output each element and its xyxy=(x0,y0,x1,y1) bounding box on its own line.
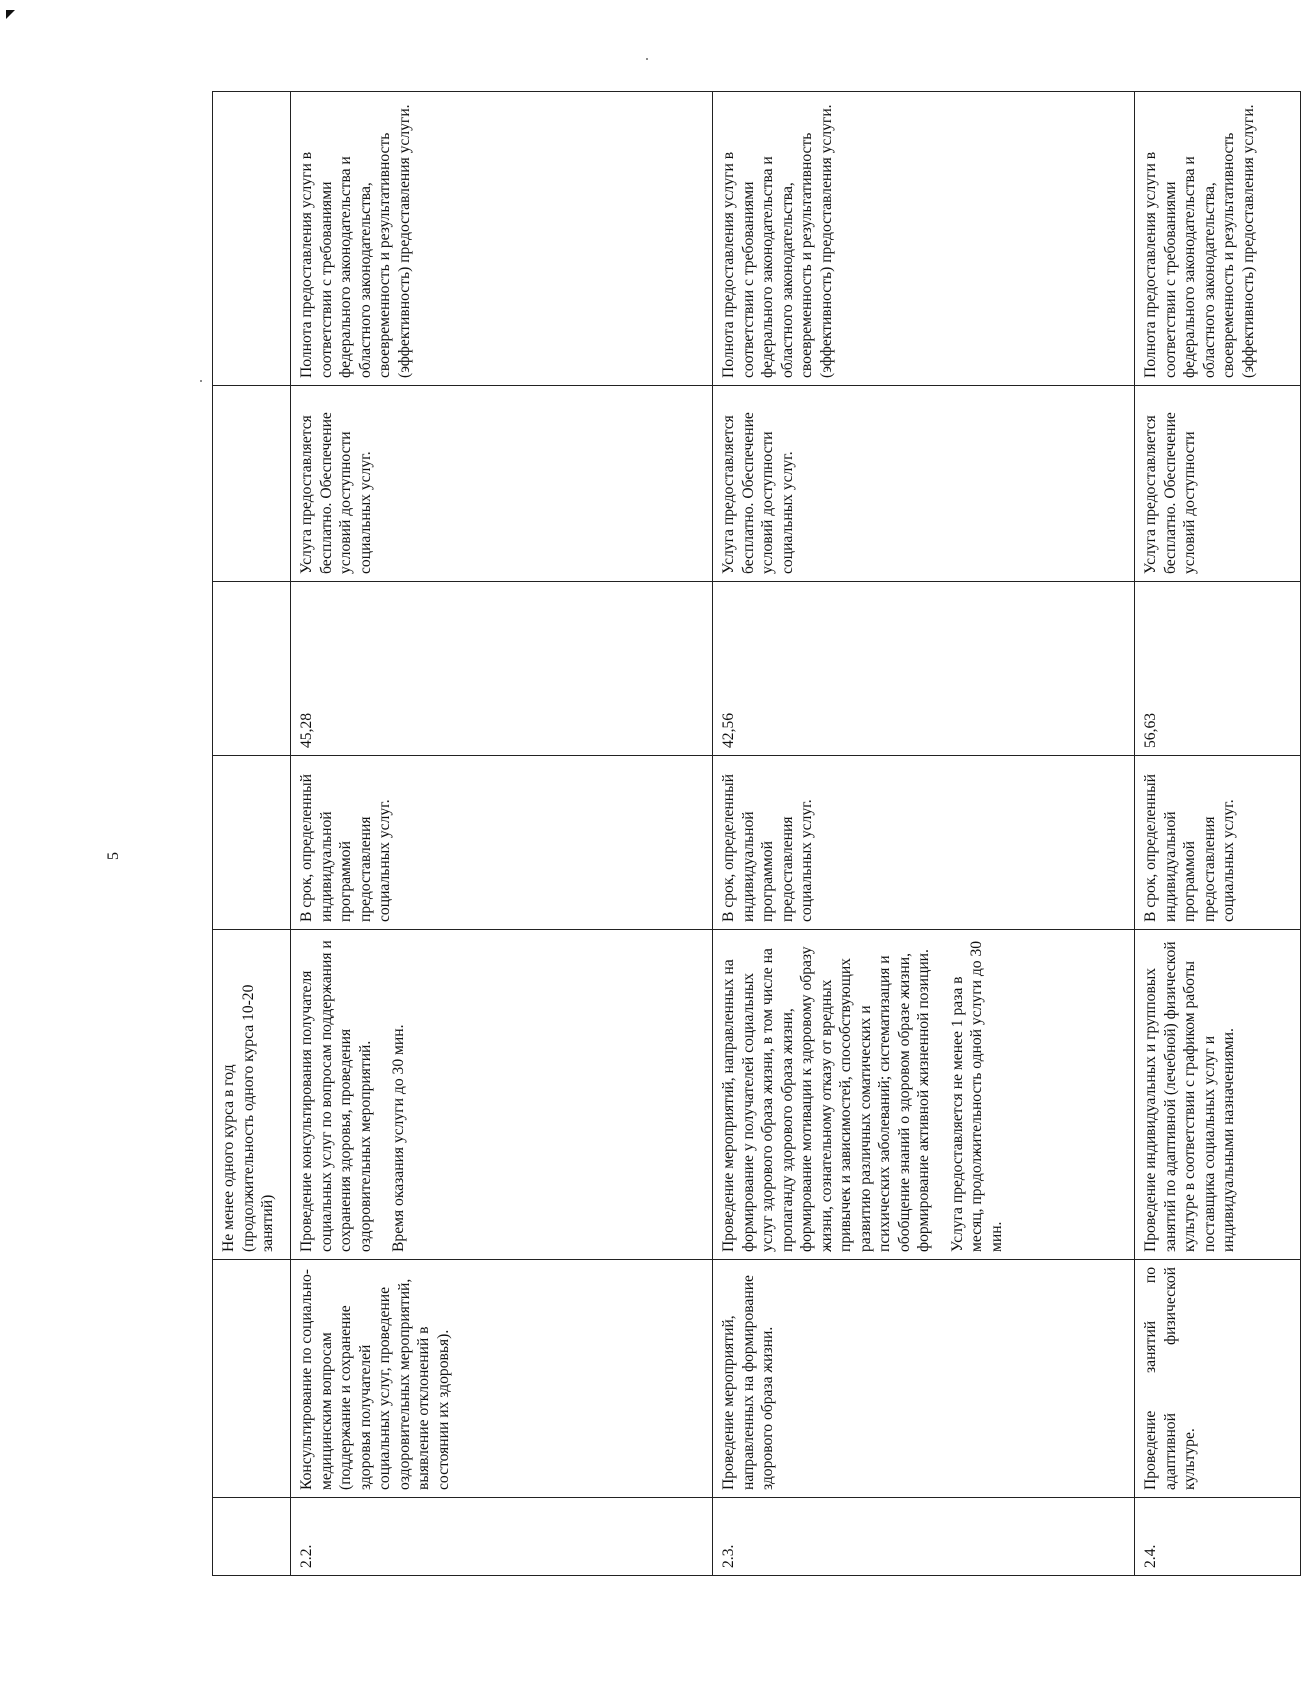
cell-term xyxy=(213,756,291,930)
cell-price xyxy=(213,582,291,756)
cell-indicators: Полнота предоставления услуги в соответствии с требованиями федерального законодательства и областного законодательства, своевременность и результативность (эффективность) предоставления услуги. xyxy=(1135,92,1301,386)
table-row-header xyxy=(213,92,291,1576)
cell-name xyxy=(213,1260,291,1498)
cell-name: Проведение занятий по адаптивной физической культуре. xyxy=(1135,1260,1301,1498)
cell-indicators: Полнота предоставления услуги в соответствии с требованиями федерального законодательства и областного законодательства, своевременность и результативность (эффективность) предоставления услуги. xyxy=(713,92,1135,386)
cell-conditions xyxy=(213,386,291,582)
scan-corner-mark xyxy=(6,10,15,19)
cell-term: В срок, определенный индивидуальной программой предоставления социальных услуг. xyxy=(1135,756,1301,930)
description-note: Время оказания услуги до 30 мин. xyxy=(390,1024,407,1252)
page-number: 5 xyxy=(105,852,122,860)
cell-conditions: Услуга предоставляется бесплатно. Обеспечение условий доступности социальных услуг. xyxy=(291,386,713,582)
scan-speck xyxy=(646,58,648,60)
cell-conditions: Услуга предоставляется бесплатно. Обеспечение условий доступности социальных услуг. xyxy=(713,386,1135,582)
cell-num xyxy=(213,1498,291,1576)
cell-indicators xyxy=(213,92,291,386)
cell-description xyxy=(291,930,713,1260)
cell-name: Консультирование по социально-медицинским вопросам (поддержание и сохранение здоровья получателей социальных услуг, проведение оздоровительных мероприятий, выявление отклонений в состоянии их здоровья). xyxy=(291,1260,713,1498)
cell-price: 42,56 xyxy=(713,582,1135,756)
description-text: Проведение индивидуальных и групповых занятий по адаптивной (лечебной) физической культуре в соответствии с графиком работы поставщика социальных услуг и индивидуальными назначениями. xyxy=(1142,941,1237,1252)
table-row xyxy=(291,92,713,1576)
services-table xyxy=(212,91,1301,1576)
cell-num: 2.2. xyxy=(291,1498,713,1576)
cell-price: 45,28 xyxy=(291,582,713,756)
description-text: Проведение консультирования получателя социальных услуг по вопросам поддержания и сохранения здоровья, проведения оздоровительных мероприятий. xyxy=(298,940,374,1252)
cell-price: 56,63 xyxy=(1135,582,1301,756)
cell-num: 2.4. xyxy=(1135,1498,1301,1576)
description-text: Проведение мероприятий, направленных на формирование у получателей социальных услуг здорового образа жизни, в том числе на пропаганду здорового образа жизни, формирование мотивации к здоровому образу жизни, сознательному отказу от вредных привычек и зависимостей, способствующих развитию различных соматических и психических заболеваний; систематизация и обобщение знаний о здоровом образе жизни, формирование активной жизненной позиции. xyxy=(720,946,932,1252)
scan-speck xyxy=(200,380,202,382)
cell-description xyxy=(713,930,1135,1260)
services-table-frame xyxy=(212,92,1257,1576)
cell-name: Проведение мероприятий, направленных на формирование здорового образа жизни. xyxy=(713,1260,1135,1498)
description-note: Услуга предоставляется не менее 1 раза в месяц, продолжительность одной услуги до 30 мин. xyxy=(948,940,1005,1252)
table-row xyxy=(713,92,1135,1576)
cell-num: 2.3. xyxy=(713,1498,1135,1576)
cell-indicators: Полнота предоставления услуги в соответствии с требованиями федерального законодательства и областного законодательства, своевременность и результативность (эффективность) предоставления услуги. xyxy=(291,92,713,386)
cell-term: В срок, определенный индивидуальной программой предоставления социальных услуг. xyxy=(291,756,713,930)
cell-description xyxy=(1135,930,1301,1260)
cell-frequency: Не менее одного курса в год (продолжительность одного курса 10-20 занятий) xyxy=(213,930,291,1260)
cell-conditions: Услуга предоставляется бесплатно. Обеспечение условий доступности xyxy=(1135,386,1301,582)
cell-term: В срок, определенный индивидуальной программой предоставления социальных услуг. xyxy=(713,756,1135,930)
rotated-table-container xyxy=(212,92,1257,1576)
table-row xyxy=(1135,92,1301,1576)
